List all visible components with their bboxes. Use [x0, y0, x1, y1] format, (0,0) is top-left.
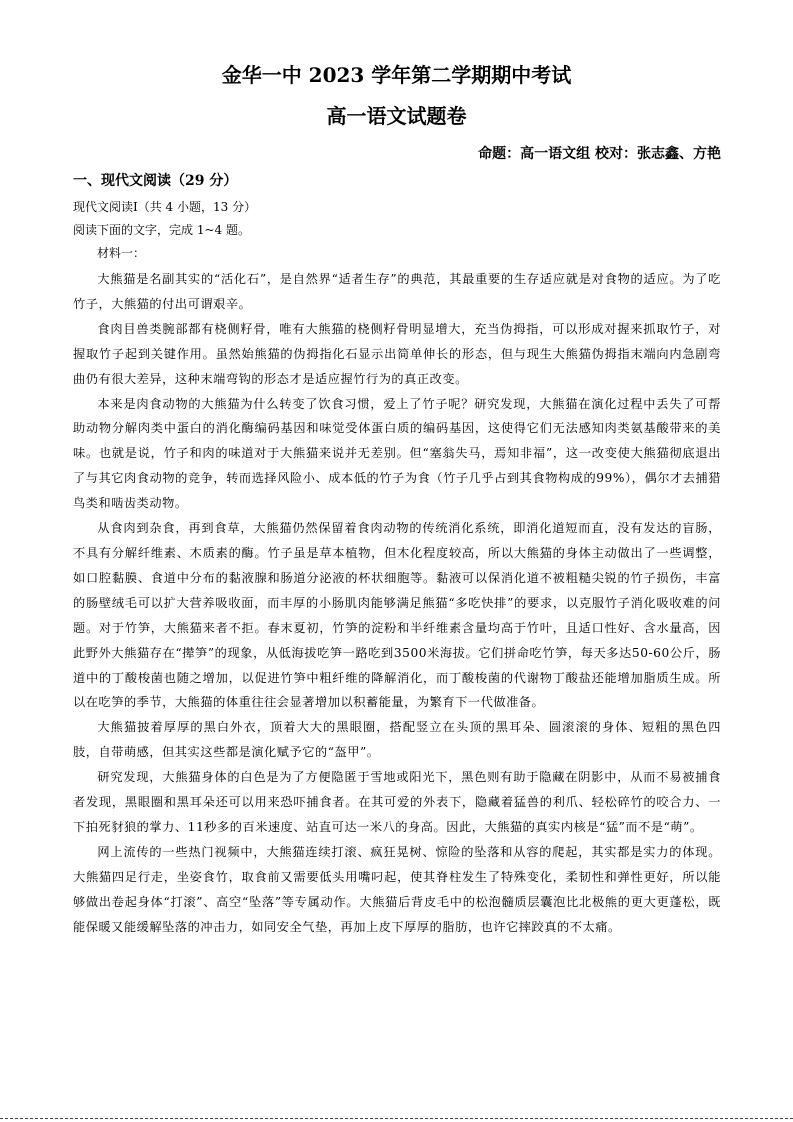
- page-bottom-rule: [0, 1118, 793, 1119]
- material-label: 材料一：: [97, 246, 146, 260]
- passage-paragraph: 大熊猫披着厚厚的黑白外衣，顶着大大的黑眼圈，搭配竖立在头顶的黑耳朵、圆滚滚的身体、短粗的黑色四肢，自带萌感，但其实这些都是演化赋予它的“盔甲”。: [73, 720, 721, 760]
- reading-instruction: 阅读下面的文字，完成 1~4 题。: [73, 223, 250, 237]
- passage-paragraph: 从食肉到杂食，再到食草，大熊猫仍然保留着食肉动物的传统消化系统，即消化道短而直，没有发达的盲肠，不具有分解纤维素、木质素的酶。竹子虽是草本植物，但木化程度较高，所以大熊猫的身体主动做出了一些调整，如口腔黏膜、食道中分布的黏液腺和肠道分泌液的杯状细胞等。黏液可以保消化道不被粗糙尖锐的竹子损伤，丰富的肠壁绒毛可以扩大营养吸收面，而丰厚的小肠肌肉能够满足熊猫“多吃快排”的要求，以克服竹子消化吸收难的问题。对于竹笋，大熊猫来者不拒。春末夏初，竹笋的淀粉和半纤维素含量均高于竹叶，且适口性好、含水量高，因此野外大熊猫存在“撵笋”的现象，从低海拔吃笋一路吃到3500米海拔。它们拼命吃竹笋，每天多达50-60公斤，肠道中的丁酸梭菌也随之增加，以促进竹笋中粗纤维的降解消化，而丁酸梭菌的代谢物丁酸盐还能增加脂质生成。所以在吃笋的季节，大熊猫的体重往往会显著增加以积蓄能量，为繁育下一代做准备。: [73, 521, 721, 710]
- passage-paragraph: 大熊猫是名副其实的“活化石”，是自然界“适者生存”的典范，其最重要的生存适应就是对食物的适应。为了吃竹子，大熊猫的付出可谓艰辛。: [73, 272, 721, 311]
- passage-paragraph: 食肉目兽类腕部都有桡侧籽骨，唯有大熊猫的桡侧籽骨明显增大，充当伪拇指，可以形成对握来抓取竹子，对握取竹子起到关键作用。虽然始熊猫的伪拇指化石显示出简单伸长的形态，但与现生大熊猫伪拇指末端向内急剧弯曲仍有很大差异，这种末端弯钩的形态才是适应握竹行为的真正改变。: [73, 321, 721, 386]
- passage-paragraph: 研究发现，大熊猫身体的白色是为了方便隐匿于雪地或阳光下，黑色则有助于隐藏在阴影中，从而不易被捕食者发现，黑眼圈和黑耳朵还可以用来恐吓捕食者。在其可爱的外表下，隐藏着猛兽的利爪、轻松碎竹的咬合力、一下拍死豺狼的掌力、11秒多的百米速度、站直可达一米八的身高。因此，大熊猫的真实内核是“猛”而不是“萌”。: [73, 770, 721, 834]
- section-heading: 一、现代文阅读（29 分）: [73, 173, 238, 189]
- passage-paragraph: 本来是肉食动物的大熊猫为什么转变了饮食习惯，爱上了竹子呢？研究发现，大熊猫在演化过程中丢失了可帮助动物分解肉类中蛋白的消化酶编码基因和味觉受体蛋白质的编码基因，这使得它们无法感知肉类氨基酸带来的美味。也就是说，竹子和肉的味道对于大熊猫来说并无差别。但“塞翁失马，焉知非福”，这一改变使大熊猫彻底退出了与其它肉食动物的竞争，转而选择风险小、成本低的竹子为食（竹子几乎占到其食物构成的99%），偶尔才去捕猎鸟类和啮齿类动物。: [73, 396, 721, 511]
- reading-passage: [73, 267, 721, 939]
- part-title: 现代文阅读Ⅰ（共 4 小题，13 分）: [73, 200, 257, 214]
- credits-line: 命题：高一语文组 校对：张志鑫、方艳: [478, 146, 721, 162]
- passage-paragraph: 网上流传的一些热门视频中，大熊猫连续打滚、疯狂晃树、惊险的坠落和从容的爬起，其实都是实力的体现。大熊猫四足行走，坐姿食竹，取食前又需要低头用嘴叼起，使其脊柱发生了特殊变化，柔韧性和弹性更好，所以能够做出卷起身体“打滚”、高空“坠落”等专属动作。大熊猫后背皮毛中的松泡髓质层囊泡比北极熊的更大更蓬松，既能保暖又能缓解坠落的冲击力，如同安全气垫，再加上皮下厚厚的脂肪，也许它摔跤真的不太痛。: [73, 844, 721, 934]
- exam-title: 金华一中 2023 学年第二学期期中考试: [221, 63, 572, 87]
- paper-subtitle: 高一语文试题卷: [326, 104, 467, 128]
